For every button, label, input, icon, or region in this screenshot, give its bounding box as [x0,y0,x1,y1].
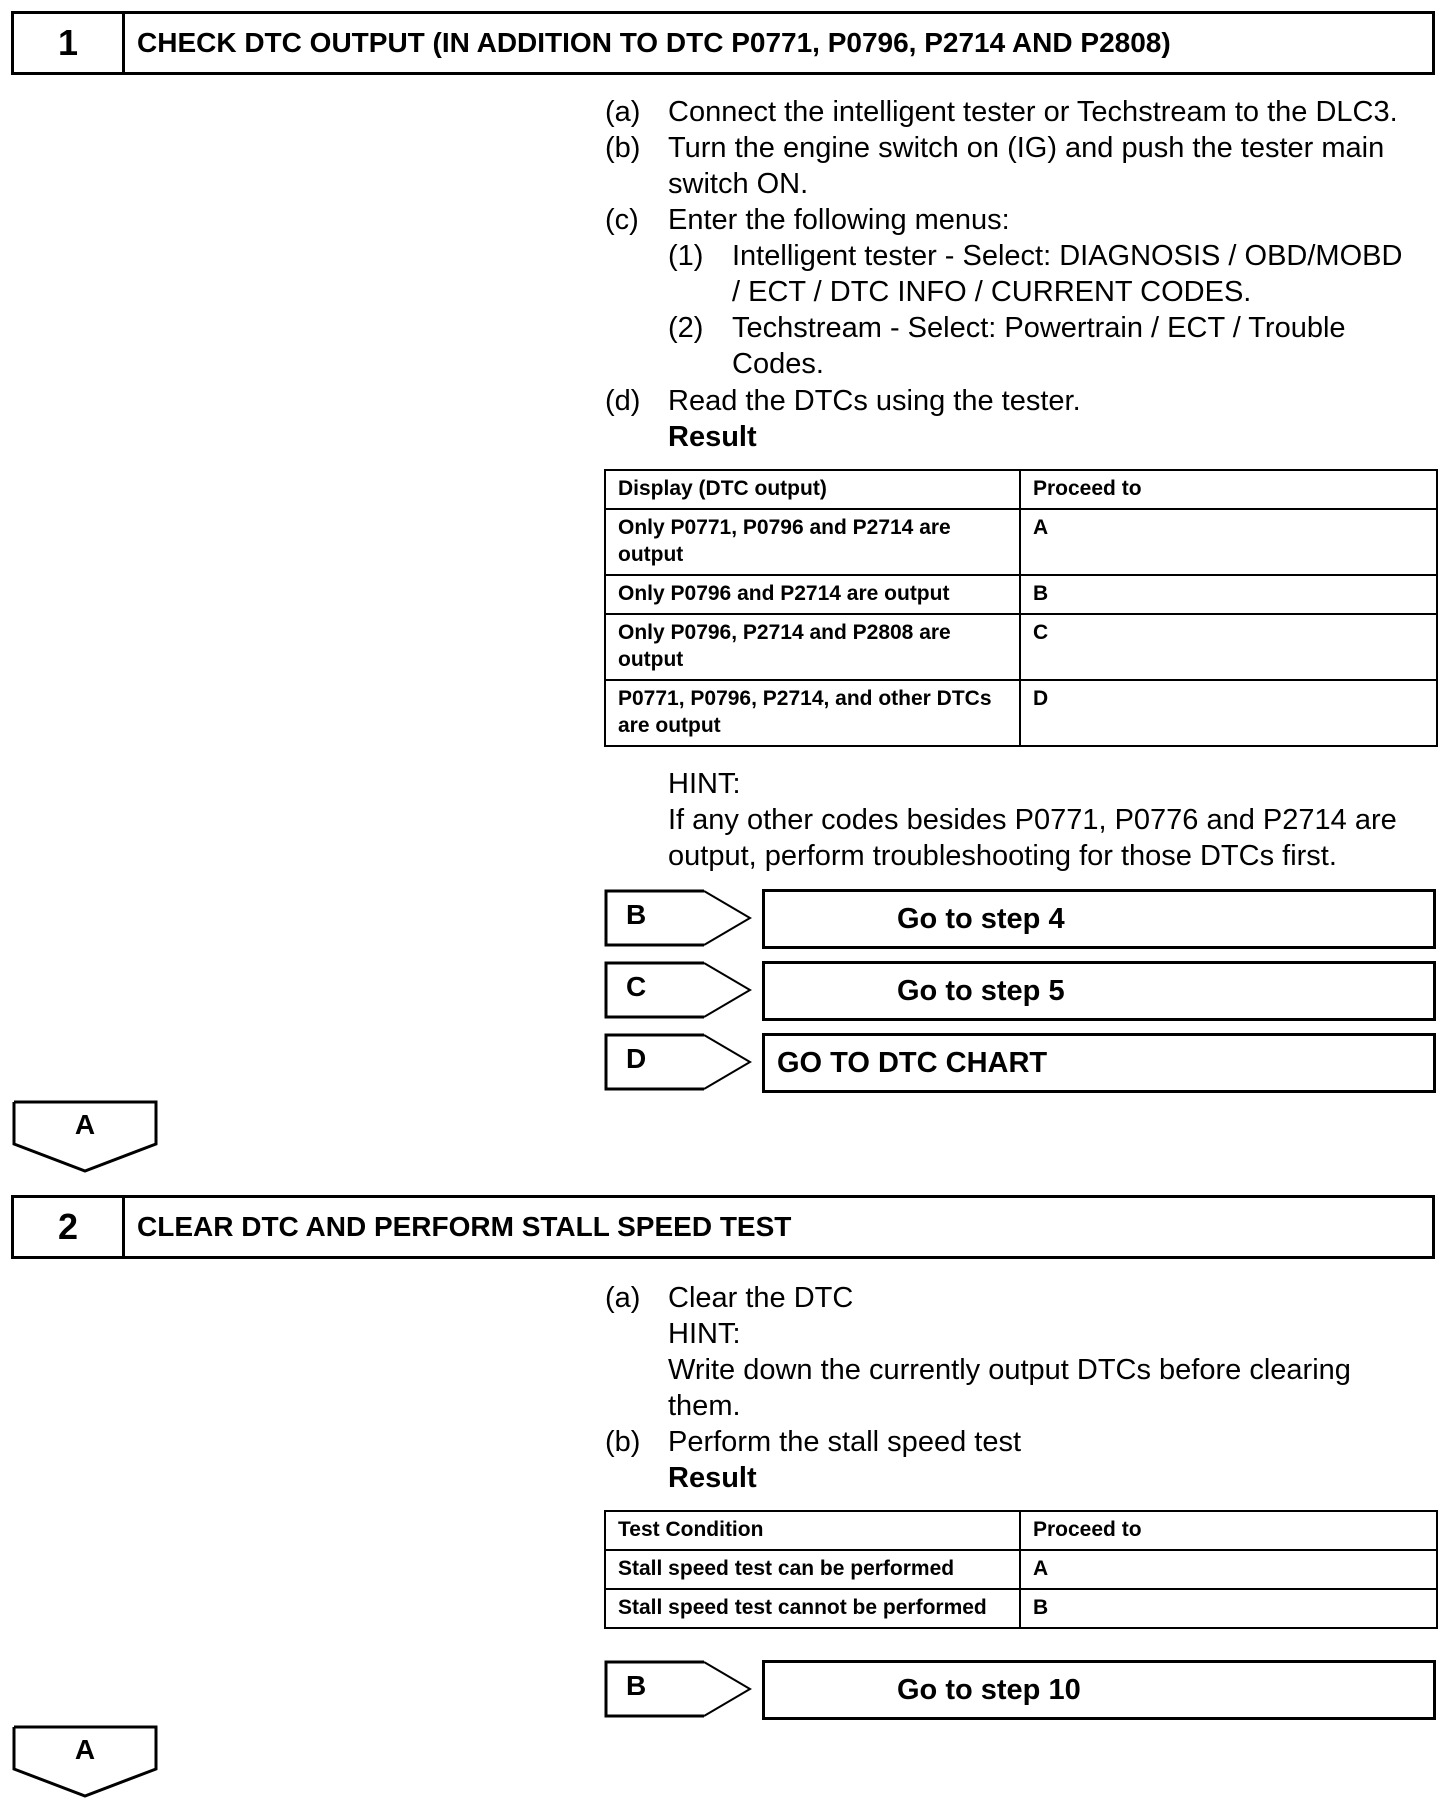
item-text: Clear the DTC [668,1282,854,1314]
step-2-header [11,1195,1435,1259]
item-text: Enter the following menus: [668,204,1010,236]
table-row [605,614,1437,680]
goto-step-4-button[interactable]: Go to step 4 [762,889,1436,949]
item-label: (b) [605,1426,641,1458]
item-label: (c) [605,204,639,236]
item-text: Perform the stall speed test [668,1426,1021,1458]
hint-label: HINT: [668,768,741,800]
step-number: 2 [14,1198,125,1256]
hint-text: Write down the currently output DTCs before clearing [668,1354,1351,1386]
sub-item-label: (1) [668,240,704,272]
branch-arrow-d [604,1033,754,1091]
table-cell: A [1020,1550,1437,1589]
table-cell: D [1020,680,1437,746]
table-row [605,575,1437,614]
item-label: (a) [605,96,641,128]
branch-letter: C [626,971,647,1002]
goto-dtc-chart-button[interactable]: GO TO DTC CHART [762,1033,1436,1093]
result-label: Result [668,1462,757,1494]
table-header: Display (DTC output) [605,470,1020,509]
continue-arrow-a [12,1100,158,1174]
step-title: CHECK DTC OUTPUT (IN ADDITION TO DTC P0771, P0796, P2714 AND P2808) [137,27,1171,58]
branch-letter: B [626,899,647,930]
sub-item-text: Techstream - Select: Powertrain / ECT / Trouble [732,312,1346,344]
step-number: 1 [14,14,125,72]
table-cell: B [1020,575,1437,614]
branch-letter: B [626,1670,647,1701]
branch-arrow-b [604,1660,754,1718]
table-cell: Only P0796, P2714 and P2808 are output [605,614,1020,680]
hint-text: If any other codes besides P0771, P0776 and P2714 are [668,804,1397,836]
hint-text: them. [668,1390,741,1422]
item-text: Read the DTCs using the tester. [668,385,1081,417]
goto-step-10-button[interactable]: Go to step 10 [762,1660,1436,1720]
table-header: Proceed to [1020,1511,1437,1550]
goto-step-5-button[interactable]: Go to step 5 [762,961,1436,1021]
branch-letter: D [626,1043,647,1074]
continue-arrow-a [12,1725,158,1799]
hint-label: HINT: [668,1318,741,1350]
branch-arrow-c [604,961,754,1019]
result-label: Result [668,421,757,453]
table-cell: B [1020,1589,1437,1628]
sub-item-text: Codes. [732,348,824,380]
table-cell: P0771, P0796, P2714, and other DTCs are output [605,680,1020,746]
result-table [604,469,1438,747]
table-header: Test Condition [605,1511,1020,1550]
item-label: (d) [605,385,641,417]
sub-item-text: Intelligent tester - Select: DIAGNOSIS / OBD/MOBD [732,240,1403,272]
step-1-header [11,11,1435,75]
table-header: Proceed to [1020,470,1437,509]
table-row [605,680,1437,746]
continue-letter: A [74,1109,96,1140]
result-table [604,1510,1438,1629]
step-title: CLEAR DTC AND PERFORM STALL SPEED TEST [137,1211,792,1242]
branch-arrow-b [604,889,754,947]
sub-item-label: (2) [668,312,704,344]
table-cell: Only P0796 and P2714 are output [605,575,1020,614]
item-text: Connect the intelligent tester or Techstream to the DLC3. [668,96,1398,128]
table-row [605,509,1437,575]
table-cell: Only P0771, P0796 and P2714 are output [605,509,1020,575]
continue-letter: A [74,1734,96,1765]
sub-item-text: / ECT / DTC INFO / CURRENT CODES. [732,276,1252,308]
item-label: (a) [605,1282,641,1314]
hint-text: output, perform troubleshooting for those DTCs first. [668,840,1337,872]
table-cell: Stall speed test can be performed [605,1550,1020,1589]
table-cell: C [1020,614,1437,680]
item-text: Turn the engine switch on (IG) and push the tester main [668,132,1385,164]
table-row [605,1550,1437,1589]
item-label: (b) [605,132,641,164]
table-cell: A [1020,509,1437,575]
table-cell: Stall speed test cannot be performed [605,1589,1020,1628]
table-row [605,1589,1437,1628]
item-text: switch ON. [668,168,809,200]
